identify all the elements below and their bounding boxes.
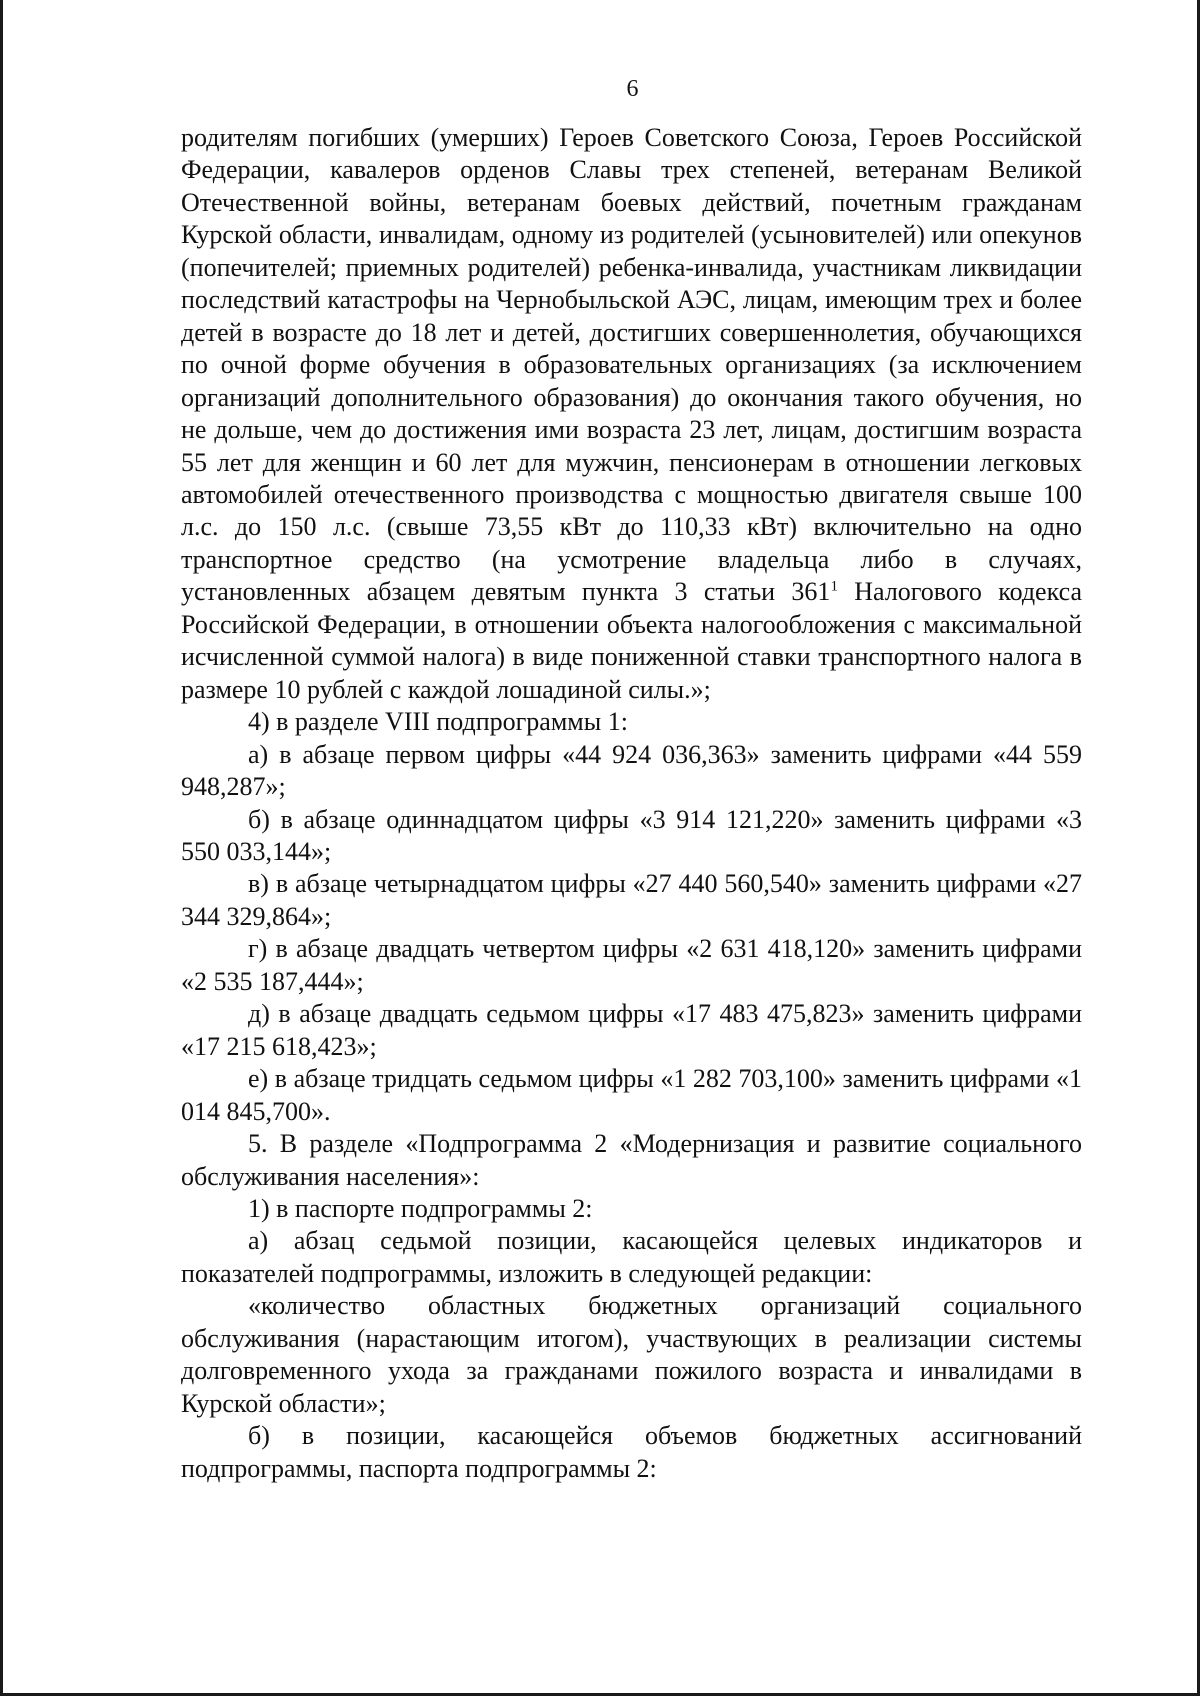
paragraph-text-continued: Налогового кодекса Российской Федерации, в отношении объекта налогообложения с максимальной исчисленной суммой налога) в виде пониженной ставки транспортного налога в размере 10 рублей с каждой лошадиной силы.»; — [181, 577, 1082, 704]
paragraph-item-4: 4) в разделе VIII подпрограммы 1: — [248, 707, 628, 737]
paragraph-subitem-e: е) в абзаце тридцать седьмом цифры «1 282 703,100» заменить цифрами «1 014 845,700». — [181, 1064, 1082, 1126]
paragraph-section-5: 5. В разделе «Подпрограмма 2 «Модернизация и развитие социального обслуживания населения»: — [181, 1129, 1082, 1191]
paragraph-quoted-indicator: «количество областных бюджетных организаций социального обслуживания (нарастающим итогом), участвующих в реализации системы долговременного ухода за гражданами пожилого возраста и инвалидами в Курской области»; — [181, 1291, 1082, 1418]
paragraph-subitem-a-passport: а) абзац седьмой позиции, касающейся целевых индикаторов и показателей подпрограммы, изложить в следующей редакции: — [181, 1226, 1082, 1288]
page-number: 6 — [626, 76, 639, 102]
scan-border-left — [0, 0, 3, 1696]
paragraph-subitem-v: в) в абзаце четырнадцатом цифры «27 440 560,540» заменить цифрами «27 344 329,864»; — [181, 869, 1082, 931]
paragraph-text: родителям погибших (умерших) Героев Советского Союза, Героев Российской Федерации, кавалеров орденов Славы трех степеней, ветеранам Великой Отечественной войны, ветеранам боевых действий, почетным гражданам Курской области, инвалидам, одному из родителей (усыновителей) или опекунов (попечителей; приемных родителей) ребенка-инвалида, участникам ликвидации последствий катастрофы на Чернобыльской АЭС, лицам, имеющим трех и более детей в возрасте до 18 лет и детей, достигших совершеннолетия, обучающихся по очной форме обучения в образовательных организациях (за исключением организаций дополнительного образования) до окончания такого обучения, но не дольше, чем до достижения ими возраста 23 лет, лицам, достигшим возраста 55 лет для женщин и 60 лет для мужчин, пенсионерам в отношении легковых автомобилей отечественного производства с мощностью двигателя свыше 100 л.с. до 150 л.с. (свыше 73,55 кВт до 110,33 кВт) включительно на одно транспортное средство (на усмотрение владельца либо в случаях, установленных абзацем девятым пункта 3 статьи 361 — [181, 123, 1082, 607]
paragraph-subitem-b: б) в абзаце одиннадцатом цифры «3 914 121,220» заменить цифрами «3 550 033,144»; — [181, 804, 1082, 866]
superscript-article-number: 1 — [830, 578, 838, 595]
paragraph-subitem-b-passport: б) в позиции, касающейся объемов бюджетных ассигнований подпрограммы, паспорта подпрограммы 2: — [181, 1421, 1082, 1483]
paragraph-item-1: 1) в паспорте подпрограммы 2: — [248, 1193, 593, 1223]
document-body — [181, 122, 1082, 1485]
paragraph-subitem-d: д) в абзаце двадцать седьмом цифры «17 483 475,823» заменить цифрами «17 215 618,423»; — [181, 999, 1082, 1061]
paragraph-continuation — [181, 122, 1082, 706]
paragraph-subitem-a: а) в абзаце первом цифры «44 924 036,363» заменить цифрами «44 559 948,287»; — [181, 739, 1082, 802]
paragraph-subitem-g: г) в абзаце двадцать четвертом цифры «2 631 418,120» заменить цифрами «2 535 187,444»; — [181, 934, 1082, 996]
